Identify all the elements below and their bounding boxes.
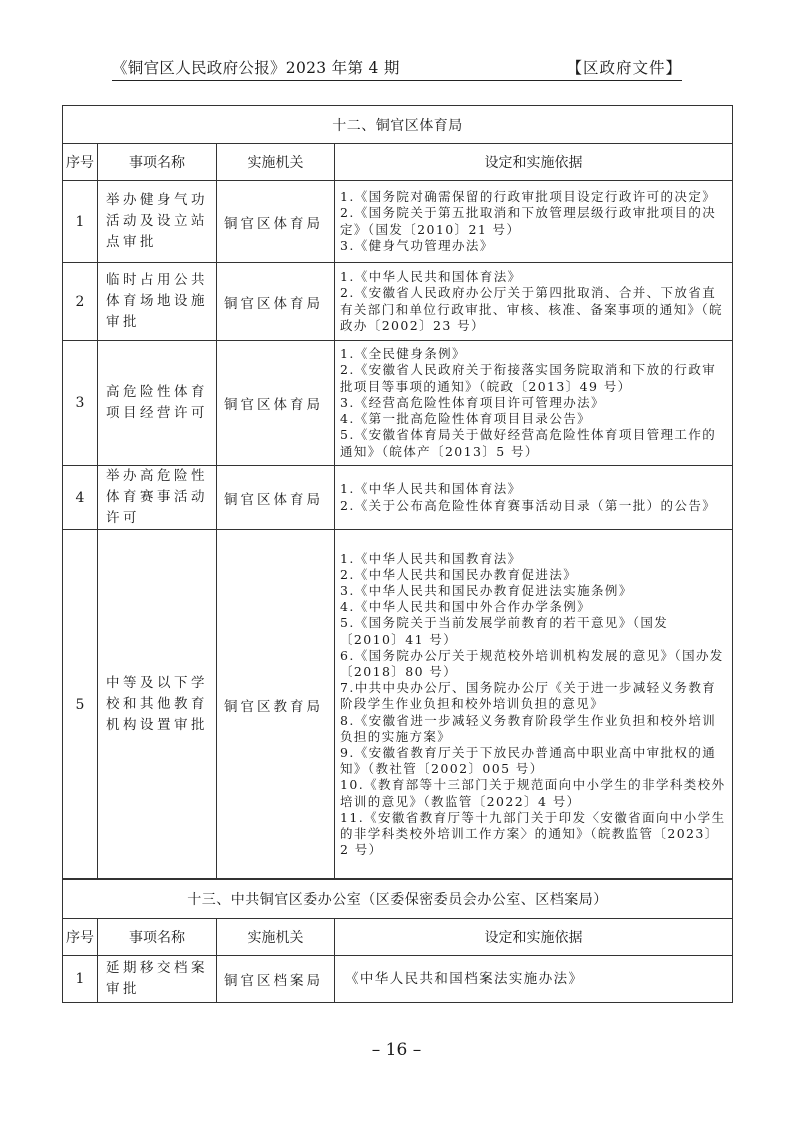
column-header-name: 事项名称 [98,919,217,956]
gazette-issue-title: 《铜官区人民政府公报》2023 年第 4 期 [112,59,400,77]
column-header-name: 事项名称 [98,144,217,181]
table-row [63,466,733,530]
column-header-row [63,919,733,956]
column-header-seq: 序号 [63,919,98,956]
section-title: 十三、中共铜官区委办公室（区委保密委员会办公室、区档案局） [63,879,733,919]
row-item-name: 中等及以下学校和其他教育机构设置审批 [98,530,217,880]
row-agency: 铜官区档案局 [217,956,335,1003]
basis-item: 2.《安徽省人民政府关于衔接落实国务院取消和下放的行政审批项目等事项的通知》（皖政〔2013〕49 号） [340,362,717,394]
basis-item: 2.《关于公布高危险性体育赛事活动目录（第一批）的公告》 [340,497,717,513]
basis-item: 2.《国务院关于第五批取消和下放管理层级行政审批项目的决定》（国发〔2010〕21 号） [340,205,717,237]
basis-item: 4.《第一批高危险性体育项目目录公告》 [340,411,592,427]
basis-item: 5.《国务院关于当前发展学前教育的若干意见》（国发〔2010〕41 号） [340,615,669,647]
basis-item: 10.《教育部等十三部门关于规范面向中小学生的非学科类校外培训的意见》（教监管〔2022〕4 号） [340,777,726,809]
row-item-name: 举办高危险性体育赛事活动许可 [98,466,217,530]
row-basis [335,956,733,1003]
row-agency: 铜官区体育局 [217,181,335,263]
table-row [63,530,733,880]
basis-item: 7.中共中央办公厅、国务院办公厅《关于进一步减轻义务教育阶段学生作业负担和校外培训负担的意见》 [340,680,717,712]
row-agency: 铜官区教育局 [217,530,335,880]
basis-item: 2.《安徽省人民政府办公厅关于第四批取消、合并、下放省直有关部门和单位行政审批、审核、核准、备案事项的通知》（皖政办〔2002〕23 号） [340,285,723,333]
basis-item: 4.《中华人民共和国中外合作办学条例》 [340,599,592,615]
column-header-agency: 实施机关 [217,919,335,956]
basis-item: 5.《安徽省体育局关于做好经营高危险性体育项目管理工作的通知》（皖体产〔2013〕5 号） [340,427,717,459]
basis-item: 1.《全民健身条例》 [340,346,466,362]
basis-item: 1.《中华人民共和国体育法》 [340,269,522,285]
basis-item: 1.《国务院对确需保留的行政审批项目设定行政许可的决定》 [340,189,717,205]
table-row [63,956,733,1003]
row-item-name: 高危险性体育项目经营许可 [98,341,217,466]
basis-item: 1.《中华人民共和国体育法》 [340,481,522,497]
running-head [112,54,682,81]
row-item-name: 延期移交档案审批 [98,956,217,1003]
row-seq: 5 [63,530,98,880]
district-committee-office-table [62,878,733,1003]
column-header-row [63,144,733,181]
basis-item: 6.《国务院办公厅关于规范校外培训机构发展的意见》（国办发〔2018〕80 号） [340,647,724,679]
row-basis [335,466,733,530]
row-item-name: 临时占用公共体育场地设施审批 [98,263,217,341]
row-seq: 1 [63,181,98,263]
page-number: – 16 – [371,1040,422,1060]
row-seq: 2 [63,263,98,341]
basis-item: 3.《中华人民共和国民办教育促进法实施条例》 [340,582,633,598]
row-basis [335,181,733,263]
table-row [63,341,733,466]
basis-item: 3.《健身气功管理办法》 [340,237,494,253]
document-category: 【区政府文件】 [566,59,682,77]
basis-item: 3.《经营高危险性体育项目许可管理办法》 [340,394,605,410]
column-header-seq: 序号 [63,144,98,181]
basis-item: 9.《安徽省教育厅关于下放民办普通高中职业高中审批权的通知》（教社管〔2002〕005 号） [340,745,717,777]
row-basis [335,530,733,880]
basis-item: 2.《中华人民共和国民办教育促进法》 [340,566,578,582]
sports-bureau-table [62,105,733,880]
column-header-basis: 设定和实施依据 [335,144,733,181]
basis-item: 《中华人民共和国档案法实施办法》 [345,970,584,987]
row-agency: 铜官区体育局 [217,466,335,530]
row-basis [335,263,733,341]
row-basis [335,341,733,466]
column-header-basis: 设定和实施依据 [335,919,733,956]
row-agency: 铜官区体育局 [217,263,335,341]
basis-item: 8.《安徽省进一步减轻义务教育阶段学生作业负担和校外培训负担的实施方案》 [340,712,717,744]
row-item-name: 举办健身气功活动及设立站点审批 [98,181,217,263]
column-header-agency: 实施机关 [217,144,335,181]
row-seq: 1 [63,956,98,1003]
row-agency: 铜官区体育局 [217,341,335,466]
section-title: 十二、铜官区体育局 [63,106,733,144]
row-seq: 4 [63,466,98,530]
basis-item: 1.《中华人民共和国教育法》 [340,550,522,566]
table-row [63,263,733,341]
basis-item: 11.《安徽省教育厅等十九部门关于印发〈安徽省面向中小学生的非学科类校外培训工作方案〉的通知》（皖教监管〔2023〕2 号） [340,809,726,858]
table-row [63,181,733,263]
row-seq: 3 [63,341,98,466]
